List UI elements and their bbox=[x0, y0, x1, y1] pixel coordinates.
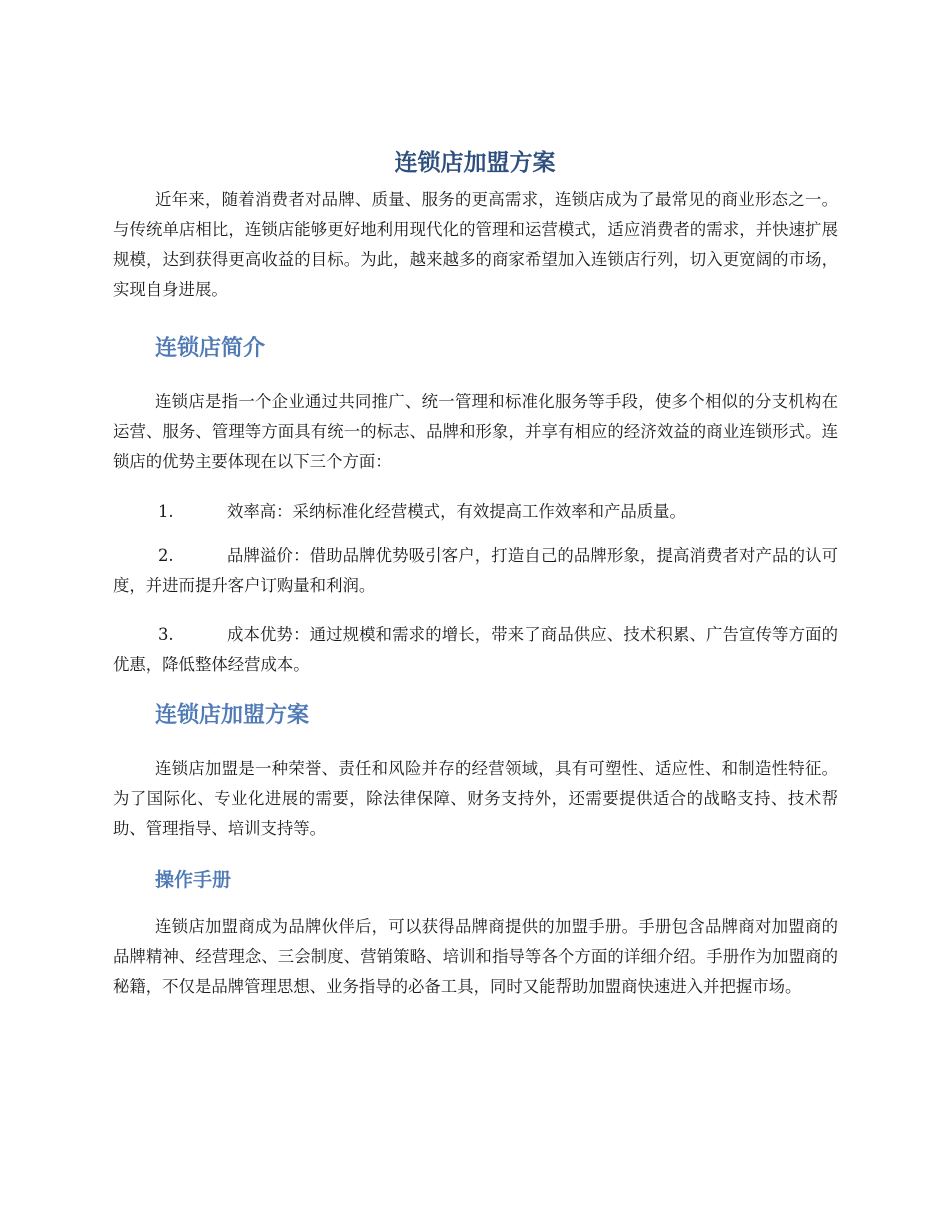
section-heading-intro: 连锁店简介 bbox=[155, 336, 266, 361]
list-item bbox=[113, 620, 838, 680]
intro-paragraph: 近年来，随着消费者对品牌、质量、服务的更高需求，连锁店成为了最常见的商业形态之一。与传统单店相比，连锁店能够更好地利用现代化的管理和运营模式，适应消费者的需求，并快速扩展规模，达到获得更高收益的目标。为此，越来越多的商家希望加入连锁店行列，切入更宽阔的市场，实现自身进展。 bbox=[113, 190, 838, 299]
list-number: 3. bbox=[158, 625, 174, 644]
list-number: 1. bbox=[158, 502, 174, 521]
document-title: 连锁店加盟方案 bbox=[394, 150, 556, 176]
section-paragraph-franchise: 连锁店加盟是一种荣誉、责任和风险并存的经营领域，具有可塑性、适应性、和制造性特征。为了国际化、专业化进展的需要，除法律保障、财务支持外，还需要提供适合的战略支持、技术帮助、管理指导、培训支持等。 bbox=[113, 759, 838, 838]
section-paragraph-intro: 连锁店是指一个企业通过共同推广、统一管理和标准化服务等手段，使多个相似的分支机构在运营、服务、管理等方面具有统一的标志、品牌和形象，并享有相应的经济效益的商业连锁形式。连锁店的优势主要体现在以下三个方面： bbox=[113, 392, 838, 471]
list-text: 效率高：采纳标准化经营模式，有效提高工作效率和产品质量。 bbox=[227, 502, 686, 521]
list-text: 成本优势：通过规模和需求的增长，带来了商品供应、技术积累、广告宣传等方面的优惠，降低整体经营成本。 bbox=[113, 625, 838, 674]
list-text: 品牌溢价：借助品牌优势吸引客户，打造自己的品牌形象，提高消费者对产品的认可度，并进而提升客户订购量和利润。 bbox=[113, 546, 838, 595]
list-item bbox=[113, 541, 838, 601]
list-number: 2. bbox=[158, 546, 174, 565]
section-heading-manual: 操作手册 bbox=[155, 869, 232, 891]
list-item bbox=[113, 497, 838, 527]
section-heading-franchise: 连锁店加盟方案 bbox=[155, 703, 310, 728]
section-paragraph-manual: 连锁店加盟商成为品牌伙伴后，可以获得品牌商提供的加盟手册。手册包含品牌商对加盟商的品牌精神、经营理念、三会制度、营销策略、培训和指导等各个方面的详细介绍。手册作为加盟商的秘籍，不仅是品牌管理思想、业务指导的必备工具，同时又能帮助加盟商快速进入并把握市场。 bbox=[113, 917, 838, 996]
